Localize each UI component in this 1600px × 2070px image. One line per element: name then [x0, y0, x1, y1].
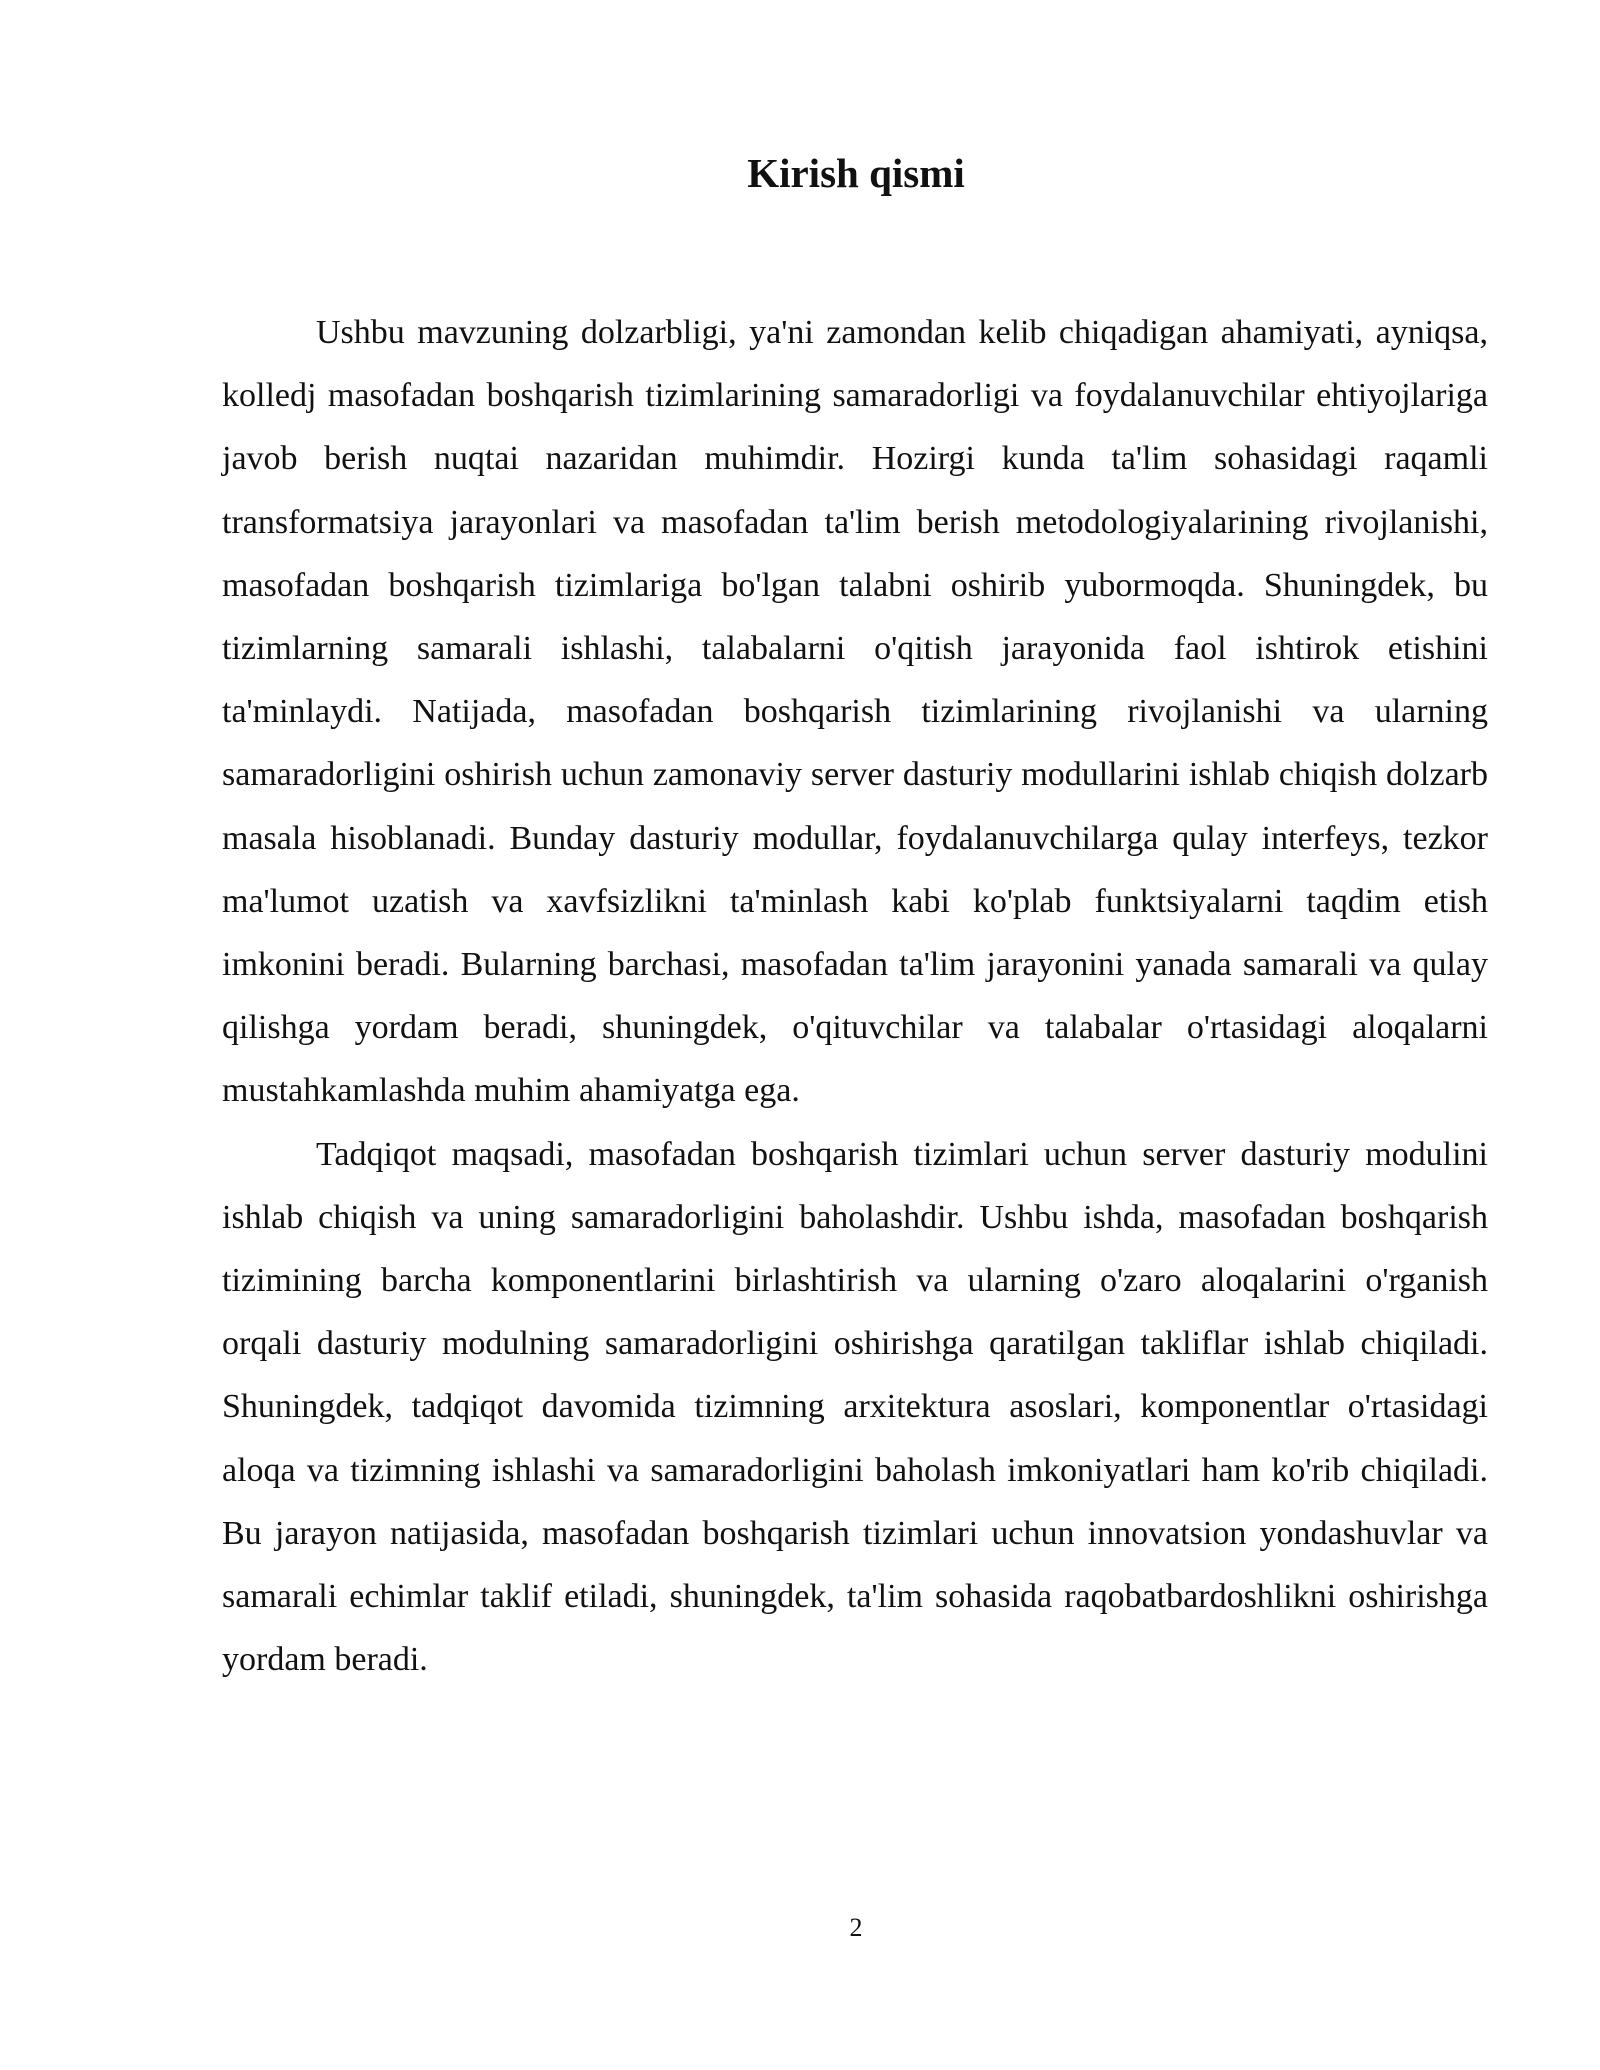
page-title: Kirish qismi: [747, 150, 965, 196]
paragraph-relevance: Ushbu mavzuning dolzarbligi, ya'ni zamondan kelib chiqadigan ahamiyati, ayniqsa, kolledj masofadan boshqarish tizimlarining samaradorligi va foydalanuvchilar ehtiyojlariga javob berish nuqtai nazaridan muhimdir. Hozirgi kunda ta'lim sohasidagi raqamli transformatsiya jarayonlari va masofadan ta'lim berish metodologiyalarining rivojlanishi, masofadan boshqarish tizimlariga bo'lgan talabni oshirib yubormoqda. Shuningdek, bu tizimlarning samarali ishlashi, talabalarni o'qitish jarayonida faol ishtirok etishini ta'minlaydi. Natijada, masofadan boshqarish tizimlarining rivojlanishi va ularning samaradorligini oshirish uchun zamonaviy server dasturiy modullarini ishlab chiqish dolzarb masala hisoblanadi. Bunday dasturiy modullar, foydalanuvchilarga qulay interfeys, tezkor ma'lumot uzatish va xavfsizlikni ta'minlash kabi ko'plab funktsiyalarni taqdim etish imkonini beradi. Bularning barchasi, masofadan ta'lim jarayonini yanada samarali va qulay qilishga yordam beradi, shuningdek, o'qituvchilar va talabalar o'rtasidagi aloqalarni mustahkamlashda muhim ahamiyatga ega.: [222, 314, 1488, 1110]
page-number: 2: [849, 1913, 863, 1942]
paragraph-research-goal: Tadqiqot maqsadi, masofadan boshqarish tizimlari uchun server dasturiy modulini ishlab chiqish va uning samaradorligini baholashdir. Ushbu ishda, masofadan boshqarish tizimining barcha komponentlarini birlashtirish va ularning o'zaro aloqalarini o'rganish orqali dasturiy modulning samaradorligini oshirishga qaratilgan takliflar ishlab chiqiladi. Shuningdek, tadqiqot davomida tizimning arxitektura asoslari, komponentlar o'rtasidagi aloqa va tizimning ishlashi va samaradorligini baholash imkoniyatlari ham ko'rib chiqiladi. Bu jarayon natijasida, masofadan boshqarish tizimlari uchun innovatsion yondashuvlar va samarali echimlar taklif etiladi, shuningdek, ta'lim sohasida raqobatbardoshlikni oshirishga yordam beradi.: [222, 1135, 1488, 1679]
body-text: [222, 301, 1488, 1691]
